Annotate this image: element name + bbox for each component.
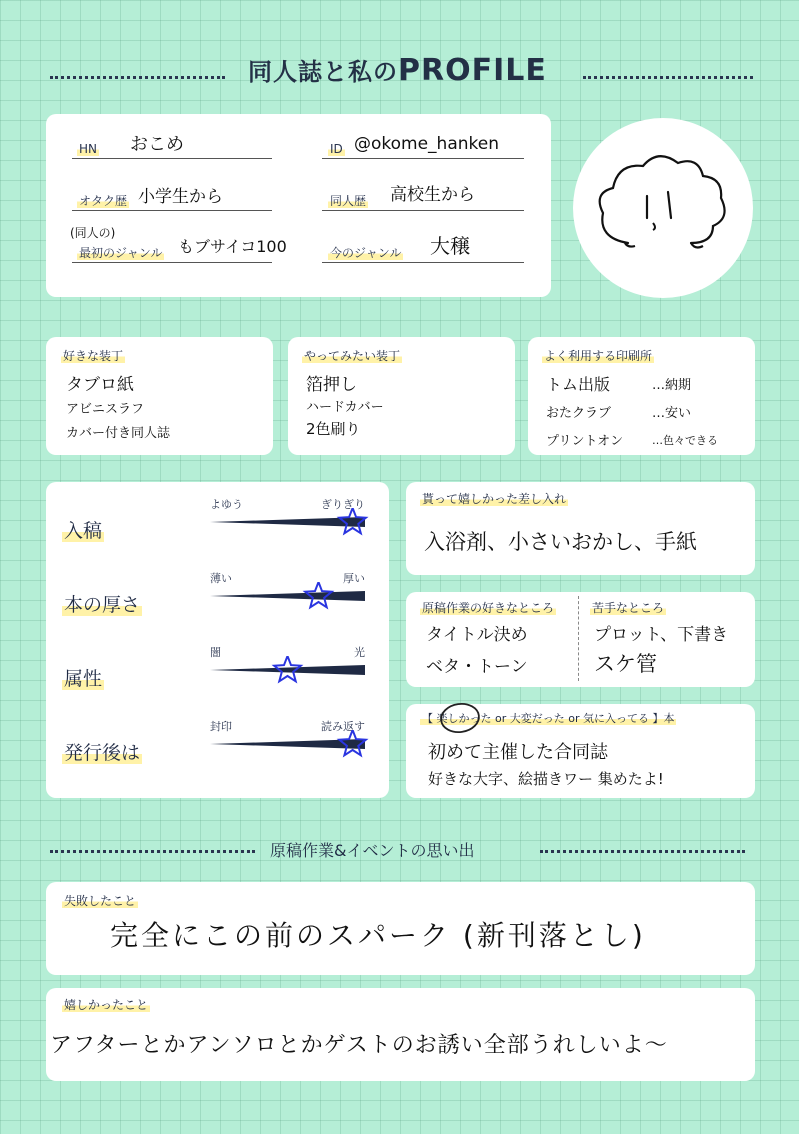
slider-min-label: 薄い	[210, 572, 232, 585]
work-like-item: ベタ・トーン	[426, 657, 528, 677]
soutei-try-item: 2色刷り	[306, 420, 361, 438]
soutei-like-label: 好きな装丁	[63, 349, 124, 363]
printshop-name: おたクラブ	[546, 406, 612, 421]
happy-value: アフターとかアンソロとかゲストのお誘い全部うれしいよ〜	[50, 1033, 668, 1058]
memories-dots-left	[50, 850, 255, 853]
id-label: ID	[330, 142, 343, 156]
hn-label: HN	[79, 142, 97, 156]
slider-max-label: 厚い	[343, 572, 365, 585]
soutei-like-item: カバー付き同人誌	[66, 426, 171, 441]
header-dots-right	[583, 76, 753, 79]
id-underline	[322, 158, 524, 159]
printshop-note: …色々できる	[652, 434, 718, 447]
page-title-en: PROFILE	[398, 53, 547, 88]
circle-mark-icon	[436, 700, 486, 736]
slider-label: 本の厚さ	[64, 594, 141, 616]
fail-label: 失敗したこと	[64, 894, 137, 908]
book-label: 【 楽しかった or 大変だった or 気に入ってる 】本	[422, 712, 675, 725]
soutei-like-item: アビニスラフ	[66, 402, 145, 417]
slider-min-label: 封印	[210, 720, 232, 733]
memories-dots-right	[540, 850, 745, 853]
slider-label: 発行後は	[64, 742, 141, 764]
slider-min-label: 闇	[210, 646, 221, 659]
work-like-item: タイトル決め	[426, 625, 528, 645]
printshop-note: …安い	[652, 406, 692, 421]
id-value: @okome_hanken	[354, 134, 499, 154]
printshop-name: トム出版	[546, 375, 611, 394]
slider-track	[210, 656, 385, 696]
doujin-label: 同人歴	[330, 194, 367, 208]
header-dots-left	[50, 76, 225, 79]
work-like-label: 原稿作業の好きなところ	[422, 601, 555, 615]
work-bad-item: スケ管	[594, 652, 657, 676]
memories-title: 原稿作業&イベントの思い出	[270, 841, 475, 860]
soutei-try-item: ハードカバー	[306, 400, 384, 415]
slider-max-label: 読み返す	[321, 720, 365, 733]
otaku-value: 小学生から	[138, 187, 223, 207]
slider-min-label: よゆう	[210, 498, 243, 511]
gift-label: 貰って嬉しかった差し入れ	[422, 492, 567, 506]
hn-underline	[72, 158, 272, 159]
hn-value: おこめ	[130, 134, 184, 155]
avatar	[573, 118, 753, 298]
book-line: 好きな大字、絵描きワー 集めたよ!	[428, 770, 664, 788]
soutei-like-item: タブロ紙	[66, 375, 134, 395]
slider-track	[210, 730, 385, 770]
slider-track	[210, 582, 385, 622]
now-genre-underline	[322, 262, 524, 263]
fail-value: 完全にこの前のスパーク (新刊落とし)	[110, 919, 646, 952]
doujin-value: 高校生から	[390, 185, 475, 205]
now-genre-label: 今のジャンル	[330, 246, 402, 260]
gift-value: 入浴剤、小さいおかし、手紙	[424, 530, 697, 554]
otaku-underline	[72, 210, 272, 211]
work-divider	[578, 596, 579, 681]
page-title-jp: 同人誌と私の	[248, 58, 398, 86]
first-genre-value: もブサイコ100	[178, 237, 287, 256]
printshop-name: プリントオン	[546, 434, 624, 449]
otaku-label: オタク歴	[79, 194, 128, 208]
slider-label: 属性	[64, 668, 103, 690]
slider-max-label: ぎりぎり	[321, 498, 365, 511]
doujin-underline	[322, 210, 524, 211]
slider-label: 入稿	[64, 520, 103, 542]
printshop-note: …納期	[652, 378, 692, 393]
slider-max-label: 光	[354, 646, 365, 659]
printshops-label: よく利用する印刷所	[544, 349, 653, 363]
first-genre-underline	[72, 262, 272, 263]
happy-label: 嬉しかったこと	[64, 998, 149, 1012]
slider-track	[210, 508, 385, 548]
now-genre-value: 大穣	[430, 234, 470, 258]
book-line: 初めて主催した合同誌	[428, 742, 608, 763]
page-title	[248, 52, 547, 88]
work-bad-item: プロット、下書き	[594, 625, 729, 645]
avatar-drawing-icon	[573, 118, 753, 298]
first-genre-note: (同人の)	[70, 226, 116, 240]
soutei-try-label: やってみたい装丁	[304, 349, 401, 363]
work-bad-label: 苦手なところ	[592, 601, 665, 615]
first-genre-label: 最初のジャンル	[79, 246, 163, 260]
soutei-try-item: 箔押し	[306, 375, 357, 395]
